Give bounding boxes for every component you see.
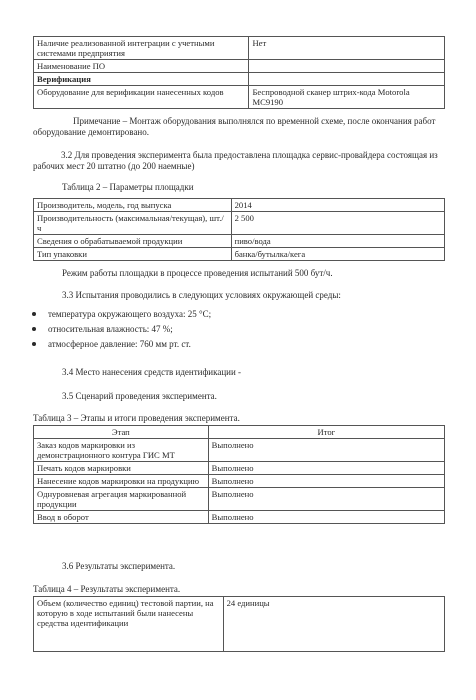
table-cell: Наименование ПО: [34, 60, 249, 73]
table-cell: Ввод в оборот: [34, 511, 209, 524]
table-row: [34, 60, 445, 73]
table-cell: Выполнено: [208, 462, 444, 475]
table-row: [34, 248, 445, 261]
table-cell: Заказ кодов маркировки из демонстрационного контура ГИС МТ: [34, 439, 209, 462]
table-cell: Однуровневая агрегация маркированной продукции: [34, 488, 209, 511]
section-3-6-text: 3.6 Результаты эксперимента.: [62, 561, 176, 571]
table-row: [34, 37, 445, 60]
table-cell: [249, 60, 445, 73]
table-cell: Наличие реализованной интеграции с учетными системами предприятия: [34, 37, 249, 60]
table-cell: банка/бутылка/кега: [231, 248, 444, 261]
table-cell: Беспроводной сканер штрих-кода Motorola MC9190: [249, 86, 445, 109]
table-cell: Нет: [249, 37, 445, 60]
table-row: [34, 488, 445, 511]
table-cell: Объем (количество единиц) тестовой партии, на которую в ходе испытаний были нанесены средства идентификации: [34, 597, 224, 652]
table-cell: Печать кодов маркировки: [34, 462, 209, 475]
bullet-icon: [32, 327, 36, 331]
integration-table: [33, 36, 445, 109]
list-item-text: относительная влажность: 47 %;: [48, 324, 173, 334]
table2-caption: Таблица 2 – Параметры площадки: [62, 182, 194, 192]
table4-caption: Таблица 4 – Результаты эксперимента.: [33, 584, 181, 594]
table-cell: Выполнено: [208, 439, 444, 462]
list-item: [32, 309, 211, 324]
section-3-2-text: 3.2 Для проведения эксперимента была предоставлена площадка сервис-провайдера состоящая из рабочих мест 20 штатно (до 200 наемные): [33, 150, 438, 171]
table-cell: Нанесение кодов маркировки на продукцию: [34, 475, 209, 488]
table-cell: Верификация: [34, 73, 249, 86]
table-row: [34, 597, 445, 652]
table-cell: Выполнено: [208, 475, 444, 488]
table-cell: [249, 73, 445, 86]
table-row: [34, 199, 445, 212]
list-item-text: температура окружающего воздуха: 25 °С;: [48, 309, 212, 319]
table-cell: 2014: [231, 199, 444, 212]
table-row: [34, 235, 445, 248]
table3-caption: Таблица 3 – Этапы и итоги проведения эксперимента.: [33, 413, 240, 423]
table-cell: Сведения о обрабатываемой продукции: [34, 235, 232, 248]
table-row: [34, 475, 445, 488]
list-item-text: атмосферное давление: 760 мм рт. ст.: [48, 339, 191, 349]
table-row: [34, 212, 445, 235]
table-cell: пиво/вода: [231, 235, 444, 248]
table-cell: Производитель, модель, год выпуска: [34, 199, 232, 212]
bullet-icon: [32, 342, 36, 346]
table-header-row: [34, 426, 445, 439]
site-parameters-table: [33, 198, 445, 261]
table-cell: Оборудование для верификации нанесенных кодов: [34, 86, 249, 109]
table-row: [34, 86, 445, 109]
environment-conditions-list: [32, 309, 211, 354]
list-item: [32, 324, 211, 339]
column-header: Итог: [208, 426, 444, 439]
section-3-5-text: 3.5 Сценарий проведения эксперимента.: [62, 391, 217, 401]
installation-note: Примечание – Монтаж оборудования выполнялся по временной схеме, после окончания работ оборудование демонтировано.: [33, 116, 436, 137]
section-3-4-text: 3.4 Место нанесения средств идентификации -: [62, 367, 242, 377]
table-cell: Производительность (максимальная/текущая), шт./ч: [34, 212, 232, 235]
section-3-3-text: 3.3 Испытания проводились в следующих условиях окружающей среды:: [62, 290, 341, 300]
operating-mode-text: Режим работы площадки в процессе проведения испытаний 500 бут/ч.: [62, 268, 333, 278]
table-row: [34, 462, 445, 475]
table-cell: Тип упаковки: [34, 248, 232, 261]
table-row: [34, 439, 445, 462]
column-header: Этап: [34, 426, 209, 439]
table-cell: 24 единицы: [223, 597, 444, 652]
table-row: [34, 511, 445, 524]
table-cell: 2 500: [231, 212, 444, 235]
table-cell: Выполнено: [208, 488, 444, 511]
list-item: [32, 339, 211, 354]
bullet-icon: [32, 312, 36, 316]
table-row: [34, 73, 445, 86]
stages-table: [33, 425, 445, 524]
results-table: [33, 596, 445, 652]
table-cell: Выполнено: [208, 511, 444, 524]
